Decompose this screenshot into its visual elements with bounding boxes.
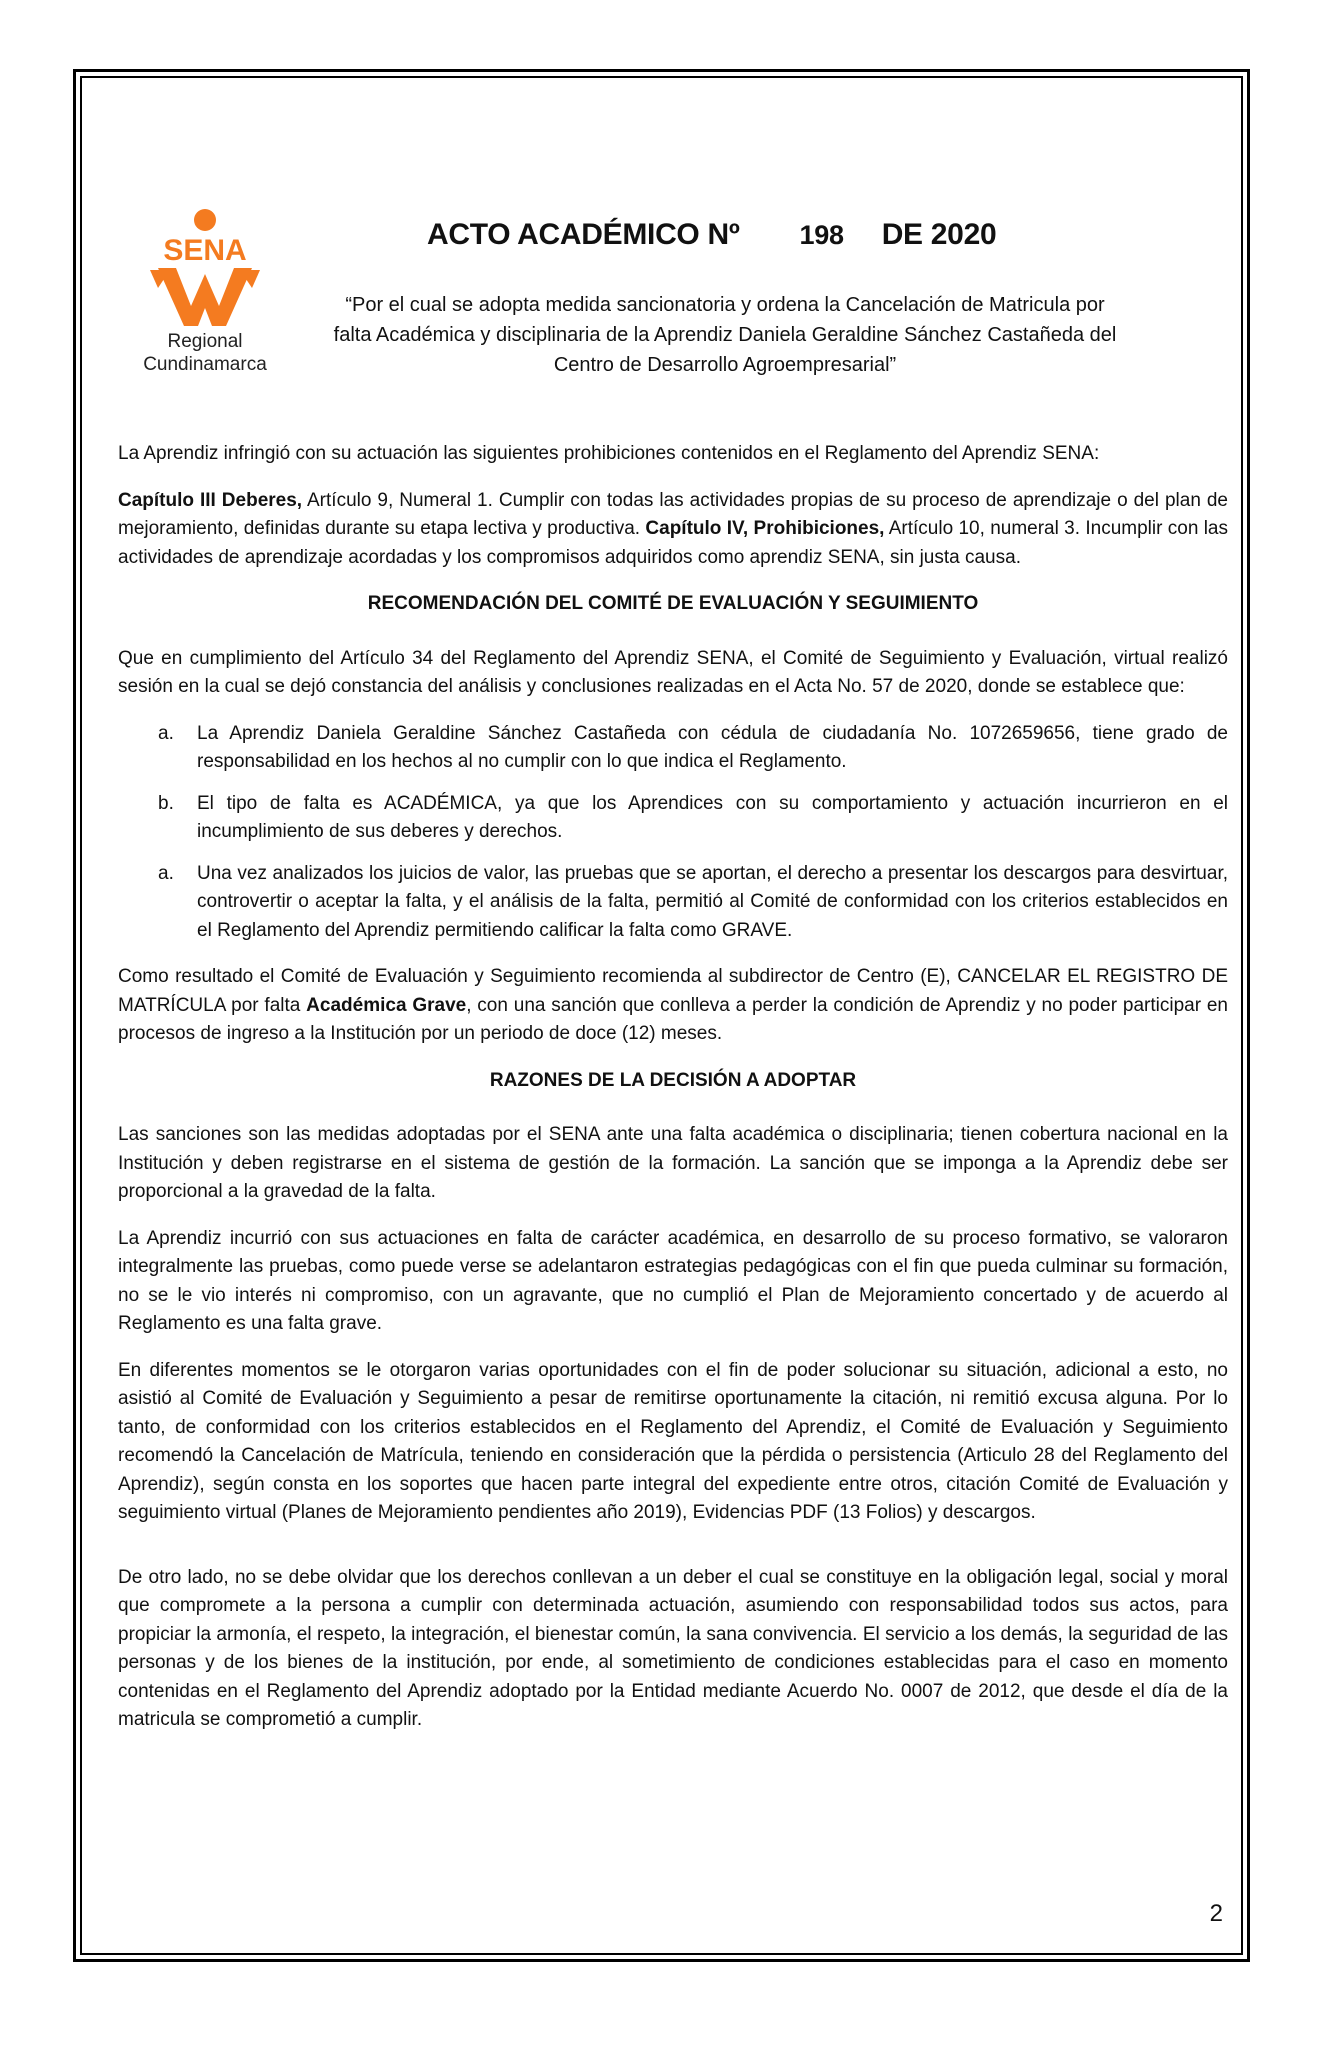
title-number: 198 <box>799 220 844 250</box>
list-text: La Aprendiz Daniela Geraldine Sánchez Castañeda con cédula de ciudadanía No. 1072659656, tiene grado de responsabilidad en los hechos al no cumplir con lo que indica el Reglamento. <box>197 722 1228 772</box>
sena-logo-icon <box>146 208 264 328</box>
paragraph-derechos: De otro lado, no se debe olvidar que los derechos conllevan a un deber el cual se constituye en la obligación legal, social y moral que compromete a la persona a cumplir con determinada actuación, asumiendo con responsabilidad todos sus actos, para propiciar la armonía, el respeto, la integración, el bienestar común, la sana convivencia. El servicio a los demás, la seguridad de las personas y de los bienes de la institución, por ende, al sometimiento de condiciones establecidas para el caso en momento contenidas en el Reglamento del Aprendiz adoptado por la Entidad mediante Acuerdo No. 0007 de 2012, que desde el día de la matricula se comprometió a cumplir. <box>118 1566 1228 1730</box>
paragraph-cumplimiento: Que en cumplimiento del Artículo 34 del Reglamento del Aprendiz SENA, el Comité de Seguimiento y Evaluación, virtual realizó sesión en la cual se dejó constancia del análisis y conclusiones realizadas en el Acta No. 57 de 2020, donde se establece que: <box>118 647 1228 697</box>
region-line2: Cundinamarca <box>143 354 267 375</box>
list-item <box>118 860 1228 946</box>
heading-razones: RAZONES DE LA DECISIÓN A ADOPTAR <box>489 1069 857 1091</box>
region-label <box>140 330 270 376</box>
sena-logo <box>140 208 270 388</box>
text-capitulo-iii: Artículo 9, Numeral 1. Cumplir con todas las actividades propias de su proceso de aprendizaje o del plan de mejoramiento, definidas durante su etapa lectiva y productiva. <box>118 489 1228 539</box>
bold-academica-grave: Académica Grave <box>306 994 467 1016</box>
title-suffix: DE 2020 <box>881 218 997 251</box>
page-number: 2 <box>1209 1900 1223 1927</box>
paragraph-sanciones: Las sanciones son las medidas adoptadas por el SENA ante una falta académica o disciplinaria; tienen cobertura nacional en la Institución y deben registrarse en el sistema de gestión de la formación. La sanción que se imponga a la Aprendiz debe ser proporcional a la gravedad de la falta. <box>118 1124 1228 1202</box>
text-resultado-1: Como resultado el Comité de Evaluación y Seguimiento recomienda al subdirector de Centro (E), CANCELAR EL REGISTRO DE MATRÍCULA por falta <box>118 966 1228 1016</box>
document-title <box>427 218 996 252</box>
list-text: El tipo de falta es ACADÉMICA, ya que los Aprendices con su comportamiento y actuación incurrieron en el incumplimiento de sus deberes y derechos. <box>197 792 1228 842</box>
list-text: Una vez analizados los juicios de valor, las pruebas que se aportan, el derecho a presentar los descargos para desvirtuar, controvertir o aceptar la falta, y el análisis de la falta, permitió al Comité de conformidad con los criterios establecidos en el Reglamento del Aprendiz permitiendo calificar la falta como GRAVE. <box>197 862 1228 941</box>
text-capitulo-iv: Artículo 10, numeral 3. Incumplir con las actividades de aprendizaje acordadas y los compromisos adquiridos como aprendiz SENA, sin justa causa. <box>118 518 1228 568</box>
paragraph-deberes <box>118 487 1228 573</box>
bold-capitulo-iv: Capítulo IV, Prohibiciones, <box>645 518 885 539</box>
paragraph-oportunidades: En diferentes momentos se le otorgaron varias oportunidades con el fin de poder solucionar su situación, adicional a esto, no asistió al Comité de Evaluación y Seguimiento a pesar de remitirse oportunamente la citación, ni remitió excusa alguna. Por lo tanto, de conformidad con los criterios establecidos en el Reglamento del Aprendiz, el Comité de Evaluación y Seguimiento recomendó la Cancelación de Matrícula, teniendo en consideración que la pérdida o persistencia (Articulo 28 del Reglamento del Aprendiz), según consta en los soportes que hacen parte integral del expediente entre otros, citación Comité de Evaluación y seguimiento virtual (Planes de Mejoramiento pendientes año 2019), Evidencias PDF (13 Folios) y descargos. <box>118 1359 1228 1523</box>
text-resultado-2: , con una sanción que conlleva a perder la condición de Aprendiz y no poder participar en procesos de ingreso a la Institución por un periodo de doce (12) meses. <box>118 994 1228 1044</box>
paragraph-resultado <box>118 963 1228 1049</box>
paragraph-actuaciones: La Aprendiz incurrió con sus actuaciones en falta de carácter académica, en desarrollo de su proceso formativo, se valoraron integralmente las pruebas, como puede verse se adelantaron estrategias pedagógicas con el fin que pueda culminar su formación, no se le vio interés ni compromiso, con un agravante, que no cumplió el Plan de Mejoramiento concertado y de acuerdo al Reglamento es una falta grave. <box>118 1227 1228 1334</box>
document-body <box>118 440 1228 1753</box>
logo-text: SENA <box>163 234 247 267</box>
title-prefix: ACTO ACADÉMICO Nº <box>427 218 740 251</box>
list-item <box>118 790 1228 847</box>
list-label: b. <box>158 792 174 814</box>
document-subtitle: “Por el cual se adopta medida sancionatoria y ordena la Cancelación de Matricula por falta Académica y disciplinaria de la Aprendiz Daniela Geraldine Sánchez Castañeda del Centro de Desarrollo Agroempresarial” <box>333 294 1117 376</box>
heading-recomendacion: RECOMENDACIÓN DEL COMITÉ DE EVALUACIÓN Y SEGUIMIENTO <box>367 593 979 614</box>
bold-capitulo-iii: Capítulo III Deberes, <box>118 489 303 511</box>
intro-paragraph: La Aprendiz infringió con su actuación las siguientes prohibiciones contenidos en el Reglamento del Aprendiz SENA: <box>118 443 1100 464</box>
list-label: a. <box>158 862 174 884</box>
list-item <box>118 720 1228 777</box>
region-line1: Regional <box>167 331 243 352</box>
list-label: a. <box>158 722 174 744</box>
